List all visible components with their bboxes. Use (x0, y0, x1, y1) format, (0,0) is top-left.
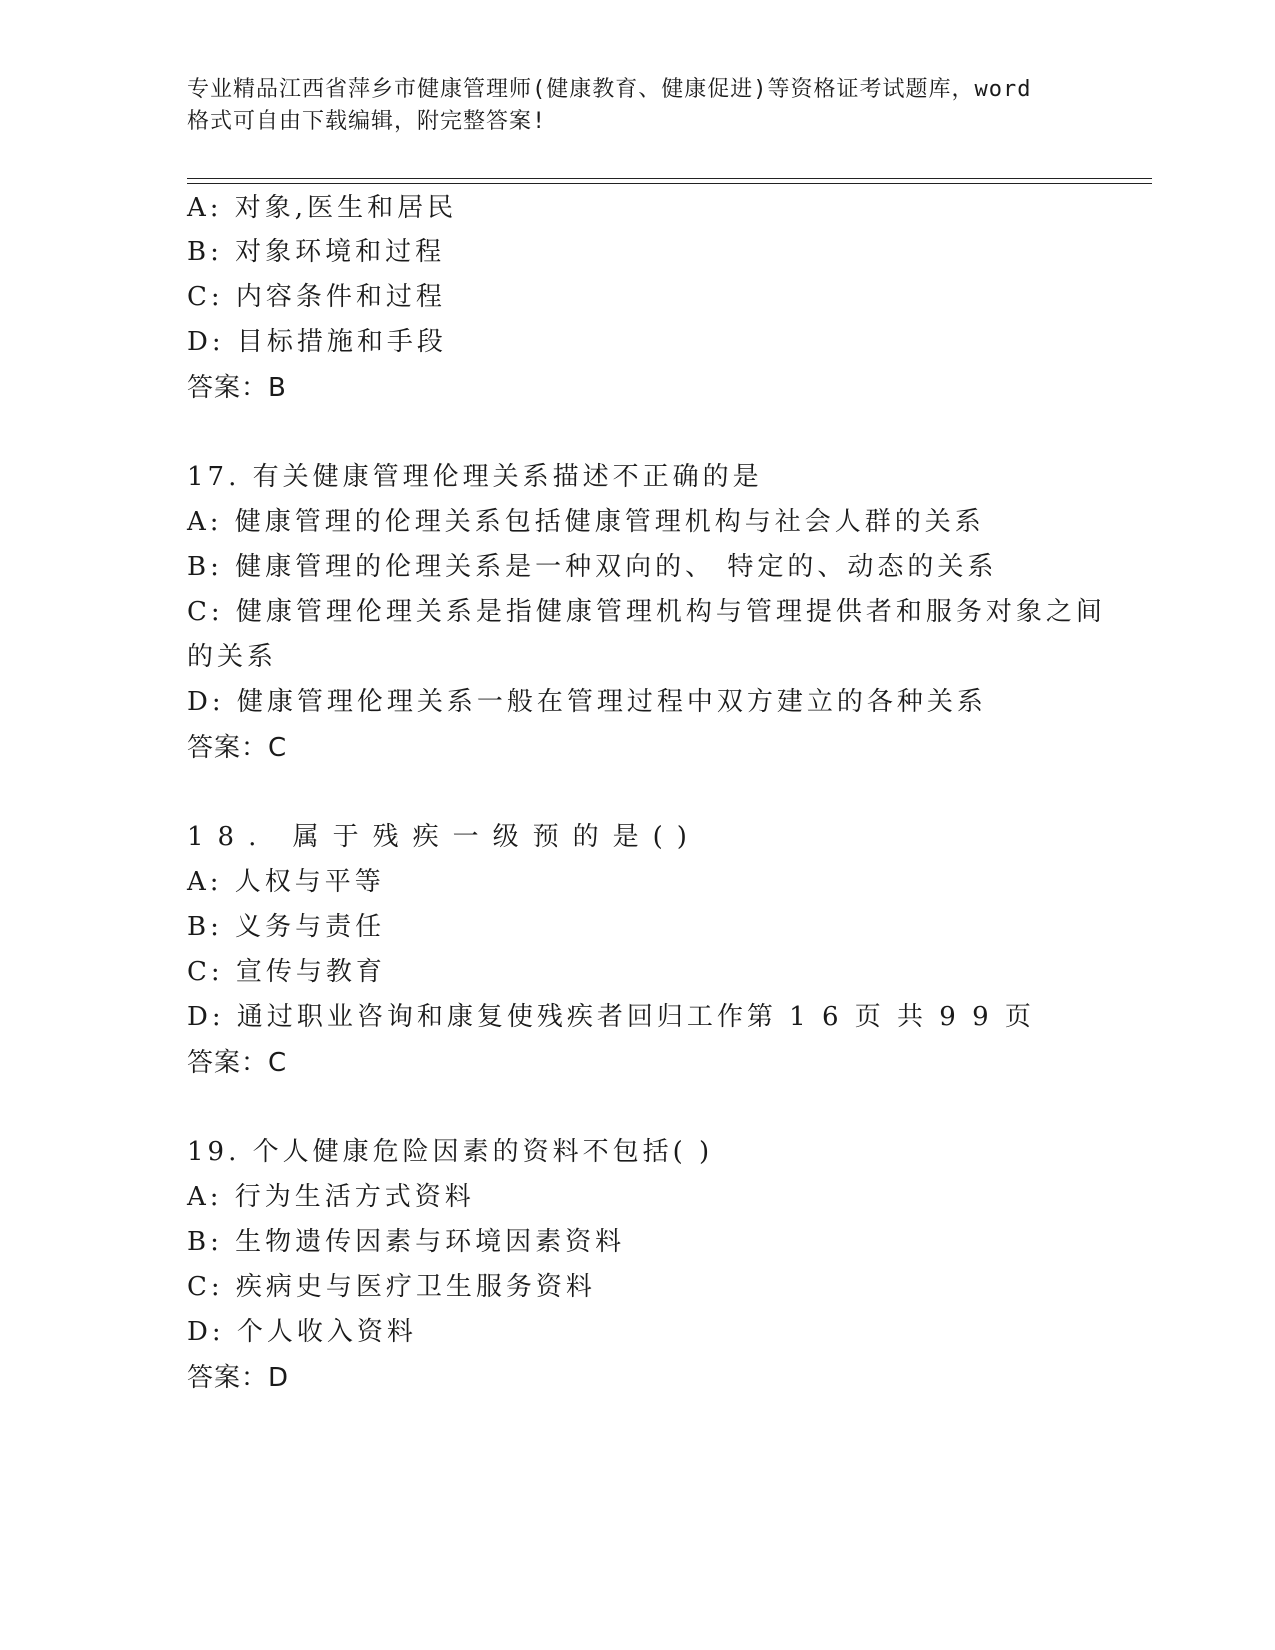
q18-option-a: A: 人权与平等 (187, 867, 385, 897)
q19-option-d: D: 个人收入资料 (187, 1317, 417, 1347)
q17-option-b: B: 健康管理的伦理关系是一种双向的、 特定的、动态的关系 (187, 552, 998, 582)
q19-answer: 答案：D (187, 1363, 290, 1393)
q17-option-c-line-1: C: 健康管理伦理关系是指健康管理机构与管理提供者和服务对象之间 (187, 597, 1106, 627)
q16-option-c: C: 内容条件和过程 (187, 282, 446, 312)
document-header (187, 74, 1087, 138)
header-divider-bottom (187, 183, 1152, 184)
q16-option-b: B: 对象环境和过程 (187, 237, 446, 267)
q19-option-b: B: 生物遗传因素与环境因素资料 (187, 1227, 626, 1257)
q19-option-a: A: 行为生活方式资料 (187, 1182, 475, 1212)
q18-option-c: C: 宣传与教育 (187, 957, 386, 987)
q17-question: 17. 有关健康管理伦理关系描述不正确的是 (187, 462, 763, 492)
q18-question: 18. 属于残疾一级预的是() (187, 822, 701, 852)
q17-option-d: D: 健康管理伦理关系一般在管理过程中双方建立的各种关系 (187, 687, 987, 717)
q19-option-c: C: 疾病史与医疗卫生服务资料 (187, 1272, 596, 1302)
header-divider-top (187, 178, 1152, 179)
q17-answer: 答案：C (187, 733, 288, 763)
q18-option-d: D: 通过职业咨询和康复使残疾者回归工作第 1 6 页 共 9 9 页 (187, 1002, 1035, 1032)
q17-option-c-line-2: 的关系 (187, 642, 278, 672)
q18-answer: 答案：C (187, 1048, 288, 1078)
q16-answer: 答案：B (187, 373, 287, 403)
header-line-1: 专业精品江西省萍乡市健康管理师(健康教育、健康促进)等资格证考试题库，word (187, 77, 1032, 102)
q18-option-b: B: 义务与责任 (187, 912, 386, 942)
q19-question: 19. 个人健康危险因素的资料不包括( ) (187, 1137, 714, 1167)
q16-option-d: D: 目标措施和手段 (187, 327, 447, 357)
q16-option-a: A: 对象,医生和居民 (187, 193, 458, 223)
q17-option-a: A: 健康管理的伦理关系包括健康管理机构与社会人群的关系 (187, 507, 985, 537)
header-line-2: 格式可自由下载编辑，附完整答案! (187, 109, 547, 134)
